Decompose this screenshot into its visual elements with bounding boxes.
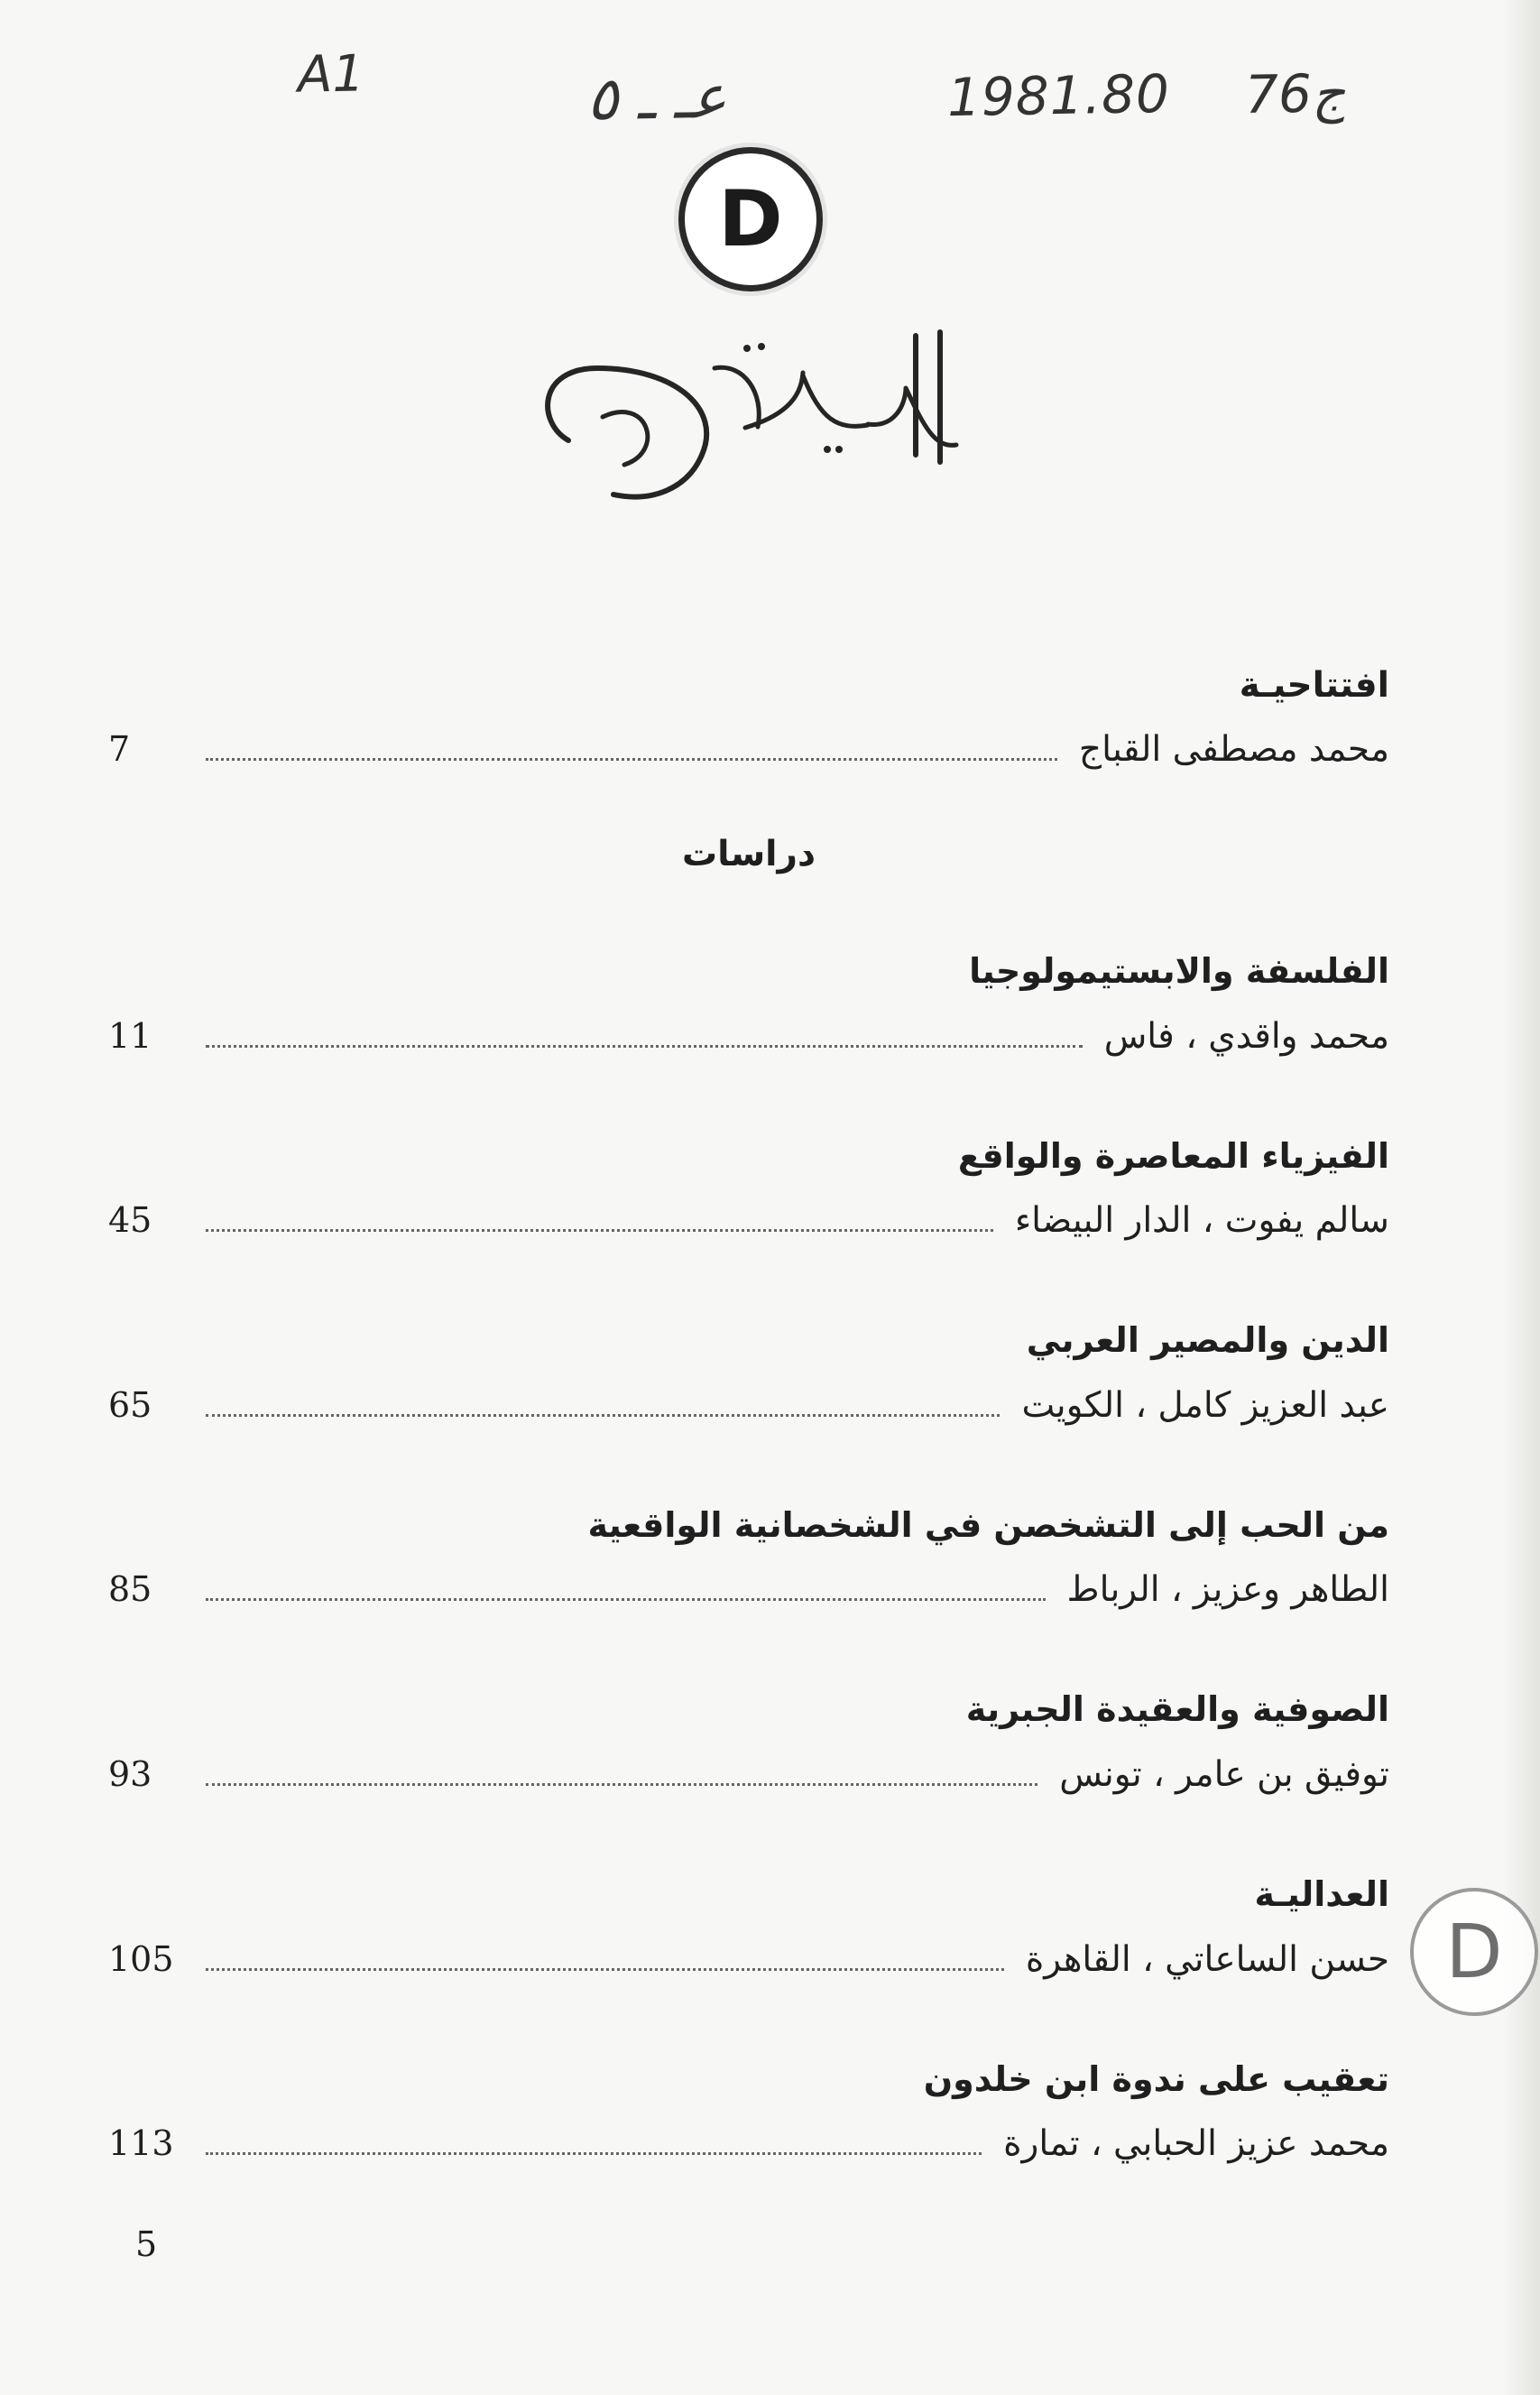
entry-page-number: 85 (108, 1569, 152, 1610)
page-number: 5 (135, 2224, 158, 2264)
entry-dot-leader (206, 2152, 982, 2155)
opening-author: محمد مصطفى القباج (1078, 729, 1389, 770)
entry-author: محمد واقدي ، فاس (1103, 1015, 1389, 1057)
table-of-contents (108, 665, 1389, 2168)
toc-entry (108, 2059, 1389, 2168)
entry-page-number: 105 (108, 1938, 174, 1979)
entry-author: عبد العزيز كامل ، الكويت (1021, 1384, 1389, 1426)
handwritten-code-left: A1 (297, 44, 365, 105)
entry-page-number: 113 (108, 2123, 174, 2164)
opening-section (108, 665, 1389, 706)
entry-gap (108, 1060, 1389, 1136)
entry-title: الصوفية والعقيدة الجبرية (965, 1689, 1389, 1730)
entry-author: محمد عزيز الحبابي ، تمارة (1003, 2123, 1389, 2165)
entry-row (108, 1937, 1389, 1984)
entry-dot-leader (206, 1783, 1037, 1786)
entry-gap (108, 1984, 1389, 2059)
handwritten-code-right: 76ج (1244, 62, 1346, 125)
entry-title: الفلسفة والابستيمولوجيا (969, 951, 1389, 991)
entry-dot-leader (206, 1229, 993, 1232)
handwritten-code-middle: عـ ـ ٥ (586, 61, 728, 134)
entry-author: سالم يفوت ، الدار البيضاء (1014, 1200, 1389, 1242)
toc-entry (108, 1320, 1389, 1429)
toc-entry (108, 1874, 1389, 1984)
entry-author: توفيق بن عامر ، تونس (1059, 1753, 1389, 1795)
entry-row (108, 1752, 1389, 1799)
entry-title: الدين والمصير العربي (1026, 1320, 1389, 1361)
entry-page-number: 11 (108, 1015, 152, 1056)
contents-title-calligraphy (532, 316, 965, 514)
stamp-letter: D (718, 174, 783, 264)
entry-title: تعقيب على ندوة ابن خلدون (923, 2058, 1389, 2099)
entry-gap (108, 1799, 1389, 1874)
entry-dot-leader (206, 1045, 1083, 1048)
entry-dot-leader (206, 1598, 1046, 1601)
entry-gap (108, 1244, 1389, 1320)
library-stamp (678, 147, 823, 291)
secondary-stamp-letter: D (1445, 1909, 1503, 1995)
entry-author: الطاهر وعزيز ، الرباط (1066, 1569, 1389, 1611)
entry-title: من الحب إلى التشخصن في الشخصانية الواقعية (587, 1504, 1389, 1545)
entry-row (108, 1198, 1389, 1244)
entry-row (108, 1567, 1389, 1614)
library-stamp-secondary (1410, 1888, 1538, 2016)
entry-dot-leader (206, 1414, 1000, 1417)
handwritten-date: 1981.80 (946, 62, 1171, 129)
opening-label: افتتاحيـة (1239, 665, 1389, 706)
opening-page-number: 7 (108, 729, 131, 769)
entry-title: الفيزياء المعاصرة والواقع (957, 1135, 1389, 1176)
entry-dot-leader (206, 1968, 1004, 1971)
entry-row (108, 1014, 1389, 1060)
toc-entry (108, 1136, 1389, 1245)
entry-row (108, 1383, 1389, 1429)
studies-section-heading: دراسات (681, 834, 816, 874)
toc-entry (108, 1505, 1389, 1614)
opening-entry-row (108, 727, 1389, 773)
toc-entry (108, 951, 1389, 1060)
entry-page-number: 93 (108, 1753, 152, 1794)
toc-entry (108, 1689, 1389, 1799)
opening-dot-leader (206, 758, 1057, 761)
page-edge-shadow (1504, 0, 1540, 2395)
entry-title: العداليـة (1254, 1873, 1389, 1914)
entry-page-number: 65 (108, 1384, 152, 1425)
entry-page-number: 45 (108, 1200, 152, 1241)
entry-gap (108, 1614, 1389, 1689)
entry-row (108, 2122, 1389, 2168)
entry-author: حسن الساعاتي ، القاهرة (1025, 1938, 1389, 1980)
entry-gap (108, 1429, 1389, 1505)
